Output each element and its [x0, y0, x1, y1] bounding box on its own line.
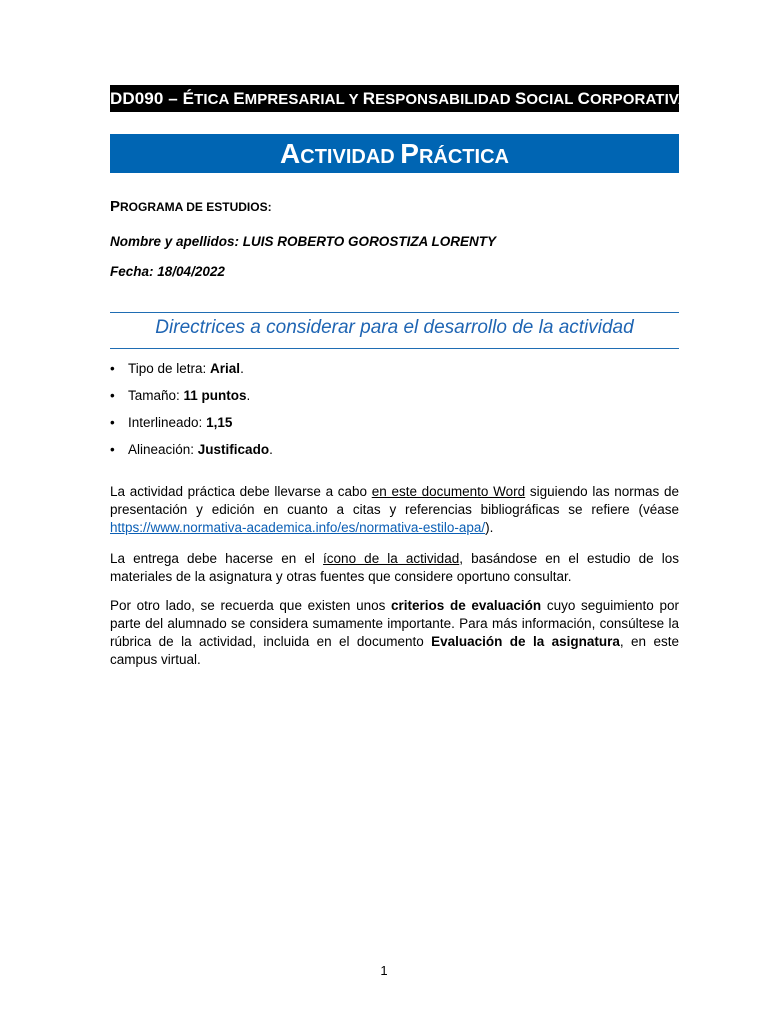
course-word-cap: C: [577, 89, 590, 108]
guideline-label: Tamaño:: [128, 388, 184, 403]
course-evaluation-doc-text: Evaluación de la asignatura: [431, 633, 620, 649]
student-name-line: [110, 234, 496, 249]
paragraph-text: La entrega debe hacerse en el: [110, 550, 324, 566]
apa-norms-link[interactable]: https://www.normativa-academica.info/es/normativa-estilo-apa/: [110, 519, 486, 535]
submission-paragraph: [110, 550, 679, 586]
list-item: [110, 414, 679, 432]
paragraph-text: La actividad práctica debe llevarse a cabo: [110, 483, 372, 499]
list-item: [110, 441, 679, 459]
guideline-value: 11 puntos: [183, 388, 247, 403]
title-word-rest: CTIVIDAD: [300, 146, 395, 168]
study-program-label: [110, 198, 272, 215]
bullet-icon: •: [110, 442, 115, 457]
guideline-label: Alineación:: [128, 442, 198, 457]
study-program-rest: ROGRAMA DE ESTUDIOS:: [120, 200, 272, 214]
student-name-value: LUIS ROBERTO GOROSTIZA LORENTY: [242, 234, 497, 249]
word-document-reference: en este documento Word: [371, 483, 526, 499]
date-label: Fecha:: [110, 264, 154, 279]
paragraph-text: siguiendo las normas de presentación y edición en cuanto a citas y referencias bibliográficas se refiere (véase: [110, 483, 680, 517]
activity-title-bar: [110, 134, 679, 173]
guideline-end: .: [269, 442, 273, 457]
instructions-paragraph: [110, 483, 679, 537]
date-line: [110, 264, 225, 279]
activity-icon-reference: ícono de la actividad: [323, 550, 460, 566]
list-item: [110, 387, 679, 405]
guideline-value: Arial: [210, 361, 241, 376]
course-word-rest: TICA: [194, 91, 229, 108]
paragraph-text: , basándose en el estudio de los materiales de la asignatura y otras fuentes que considere oportuno consultar.: [110, 550, 680, 584]
section-rule-top: [110, 312, 679, 313]
guideline-value: Justificado: [197, 442, 270, 457]
list-item: [110, 360, 679, 378]
section-rule-bottom: [110, 348, 679, 349]
course-word-rest: OCIAL: [526, 91, 574, 108]
study-program-cap: P: [110, 198, 121, 215]
course-word-rest: MPRESARIAL: [244, 91, 345, 108]
course-word-rest: ESPONSABILIDAD: [375, 91, 511, 108]
page-number: 1: [380, 963, 388, 978]
student-name-label: Nombre y apellidos:: [110, 234, 240, 249]
course-header-bar: [110, 85, 689, 112]
evaluation-paragraph: [110, 597, 679, 669]
course-word-cap: É: [182, 89, 195, 108]
guideline-label: Tipo de letra:: [128, 361, 211, 376]
bullet-icon: •: [110, 415, 115, 430]
guideline-end: .: [246, 388, 251, 403]
course-word-cap: R: [362, 89, 376, 108]
bullet-icon: •: [110, 361, 115, 376]
evaluation-criteria-text: criterios de evaluación: [391, 597, 542, 613]
course-separator: –: [163, 89, 183, 108]
guideline-value: 1,15: [206, 415, 233, 430]
guideline-label: Interlineado:: [128, 415, 207, 430]
title-word-rest: RÁCTICA: [418, 146, 509, 168]
paragraph-text: ).: [485, 519, 494, 535]
paragraph-text: Por otro lado, se recuerda que existen unos: [110, 597, 392, 613]
course-word-rest: ORPORATIVA: [589, 91, 689, 108]
course-word-rest: Y: [348, 91, 359, 108]
title-word-cap: P: [400, 138, 419, 169]
course-code: DD090: [110, 89, 164, 108]
course-word-cap: S: [514, 89, 527, 108]
course-word-cap: E: [233, 89, 245, 108]
date-value: 18/04/2022: [157, 264, 225, 279]
paragraph-text: cuyo seguimiento por parte del alumnado se considera sumamente importante. Para más información, consúltese la rúbrica de la actividad, incluida en el documento: [110, 597, 680, 649]
guidelines-heading: Directrices a considerar para el desarrollo de la actividad: [155, 317, 634, 338]
paragraph-text: , en este campus virtual.: [110, 633, 679, 667]
bullet-icon: •: [110, 388, 115, 403]
guideline-end: .: [240, 361, 244, 376]
title-word-cap: A: [280, 138, 301, 169]
format-guidelines-list: [110, 360, 679, 468]
